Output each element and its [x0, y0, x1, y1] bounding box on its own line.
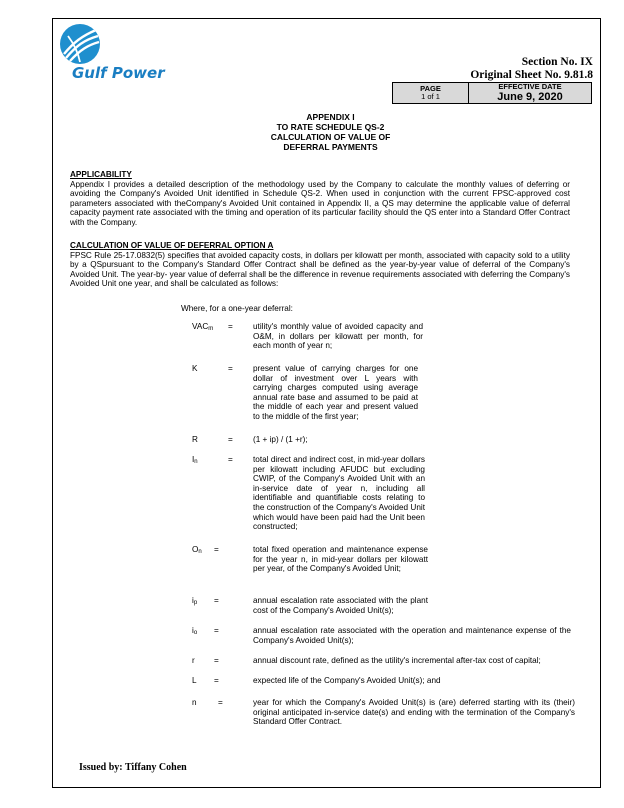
definition-text: annual discount rate, defined as the utility's incremental after-tax cost of capital; [253, 656, 541, 665]
definition-equals: = [214, 656, 219, 665]
sheet-header [470, 56, 593, 82]
definition-equals: = [218, 698, 223, 707]
gulf-power-logo-icon [60, 24, 100, 64]
definition-text: year for which the Company's Avoided Unit(s) is (are) deferred starting with its (their) original anticipated in-service date(s) and ending with the termination of the Company's Standard Offer Contract. [253, 698, 575, 727]
definition-equals: = [214, 596, 219, 605]
definition-equals: = [228, 364, 233, 373]
page-cell [393, 83, 469, 103]
definition-equals: = [228, 455, 233, 464]
applicability-heading: APPLICABILITY [70, 170, 132, 179]
issued-by: Issued by: Tiffany Cohen [79, 762, 187, 773]
where-text: Where, for a one-year deferral: [181, 304, 293, 313]
definition-symbol: $O_n$ [192, 545, 202, 555]
definition-symbol: L [192, 676, 197, 685]
definition-symbol: R [192, 435, 198, 444]
title-line-2: TO RATE SCHEDULE QS-2 [276, 122, 385, 132]
definition-symbol: $VAC_m$ [192, 322, 214, 332]
effective-date-label: EFFECTIVE DATE [498, 82, 562, 91]
page-label: PAGE [420, 84, 441, 93]
effective-cell [469, 83, 591, 103]
company-logo [56, 24, 186, 86]
section-number: Section No. IX [521, 56, 593, 68]
definition-symbol: $i_o$ [192, 626, 198, 636]
definition-text: annual escalation rate associated with the plant cost of the Company's Avoided Unit(s); [253, 596, 428, 615]
logo-wordmark: Gulf Power [72, 64, 165, 82]
page-value: 1 of 1 [421, 92, 440, 101]
definition-equals: = [228, 435, 233, 444]
calculation-heading: CALCULATION OF VALUE OF DEFERRAL OPTION A [70, 241, 274, 250]
calculation-body: FPSC Rule 25-17.0832(5) specifies that avoided capacity costs, in dollars per kilowatt per month, associated with capacity sold to a utility by a QSpursuant to the Company's Standard Offer Contract shall be defined as the year-by-year value of deferral of the Company's Avoided Unit. The year-by- year value of deferral shall be the difference in revenue requirements associated with deferring the Company's Avoided Unit one year, and shall be calculated as follows: [70, 250, 570, 289]
definition-equals: = [228, 322, 233, 331]
sheet-number: Original Sheet No. 9.81.8 [470, 69, 593, 81]
title-line-1: APPENDIX I [306, 112, 355, 122]
effective-date-table [392, 82, 592, 104]
definition-text: present value of carrying charges for one dollar of investment over L years with carrying charges computed using average annual rate base and assumed to be paid at the middle of each year and present valued to the middle of the first year; [253, 364, 418, 421]
calculation-section [70, 241, 570, 289]
definition-symbol: $I_n$ [192, 455, 198, 465]
document-title [268, 112, 393, 152]
definition-symbol: n [192, 698, 197, 707]
title-line-3: CALCULATION OF VALUE OF [270, 132, 391, 142]
definition-equals: = [214, 626, 219, 635]
definition-text: total direct and indirect cost, in mid-year dollars per kilowatt including AFUDC but excluding CWIP, of the Company's Avoided Unit with an in-service date of year n, including all identifiable and quantifiable costs relating to the construction of the Company's Avoided Unit which would have been paid had the Unit been constructed; [253, 455, 425, 532]
definition-symbol: K [192, 364, 198, 373]
applicability-body: Appendix I provides a detailed description of the methodology used by the Company to calculate the monthly values of deferring or avoiding the Company's Avoided Unit identified in Schedule QS-2. When used in conjunction with the current FPSC-approved cost parameters associated with theCompany's Avoided Unit contained in Appendix II, a QS may determine the applicable value of deferral capacity payment rate associated with the timing and operation of its particular facility should the QS enter into a Standard Offer Contract with the Company. [70, 179, 570, 227]
definition-text: total fixed operation and maintenance expense for the year n, in mid-year dollars per kilowatt per year, of the Company's Avoided Unit; [253, 545, 428, 574]
definition-text: (1 + ip) / (1 +r); [253, 435, 308, 444]
definition-symbol: r [192, 656, 195, 665]
definition-text: expected life of the Company's Avoided Unit(s); and [253, 676, 441, 685]
title-line-4: DEFERRAL PAYMENTS [283, 142, 378, 152]
definition-equals: = [214, 676, 219, 685]
definition-equals: = [214, 545, 219, 554]
definition-symbol: $i_p$ [192, 596, 198, 606]
applicability-section [70, 170, 570, 228]
effective-date-value: June 9, 2020 [497, 91, 563, 103]
definition-text: utility's monthly value of avoided capacity and O&M, in dollars per kilowatt per month, for each month of year n; [253, 322, 423, 351]
definition-text: annual escalation rate associated with the operation and maintenance expense of the Company's Avoided Unit(s); [253, 626, 571, 645]
